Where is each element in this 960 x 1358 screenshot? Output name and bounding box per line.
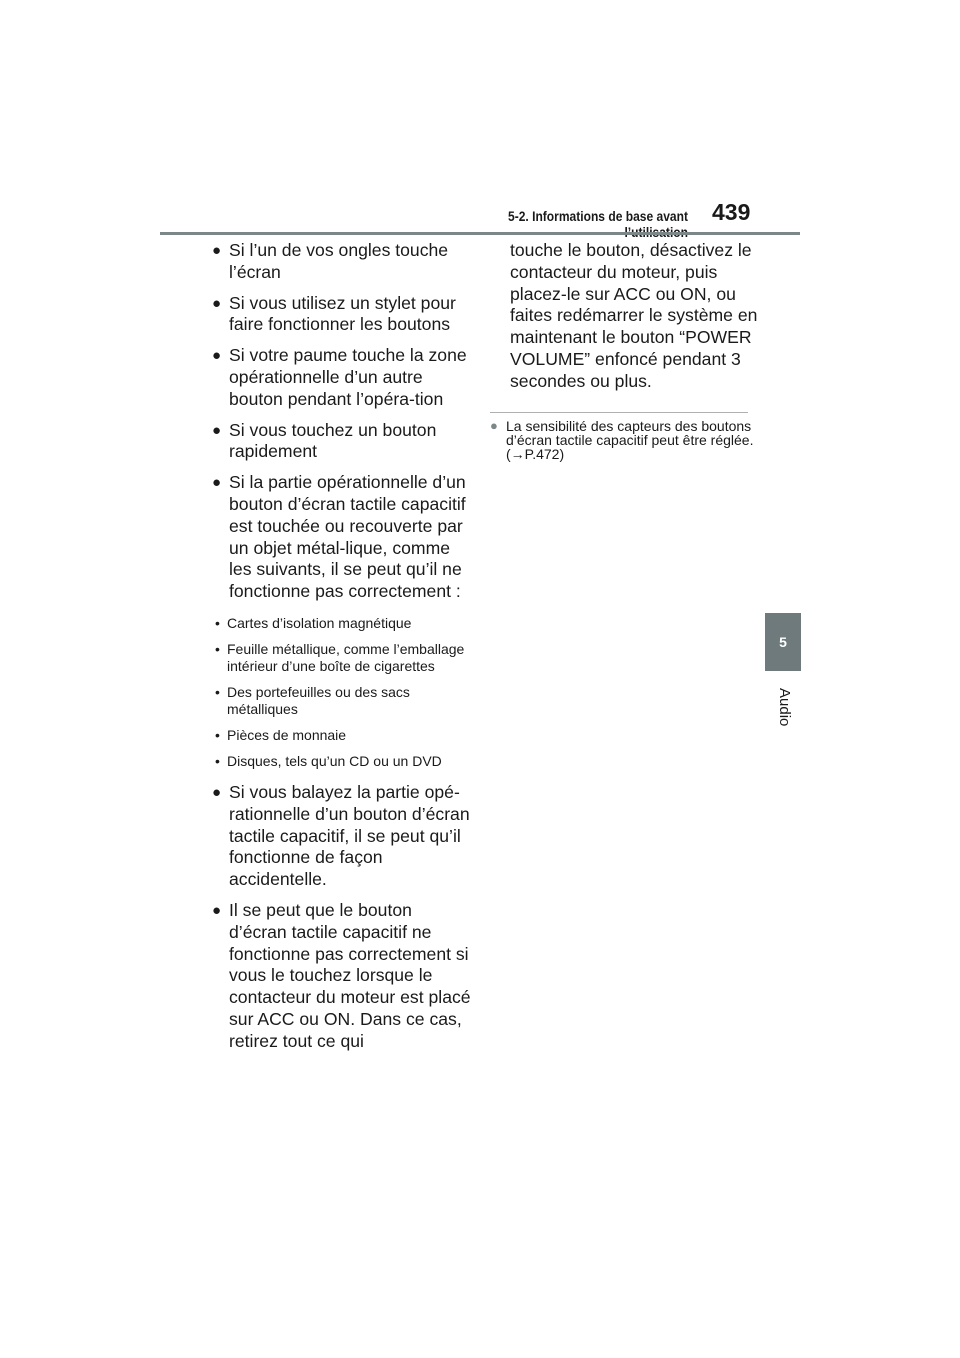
note-item (490, 419, 760, 461)
list-item-text: Si l’un de vos ongles touche l’écran (229, 240, 449, 282)
note-divider (490, 412, 748, 413)
right-column (490, 240, 760, 461)
sub-list-item-text: Pièces de monnaie (227, 726, 347, 743)
page-number: 439 (712, 199, 751, 225)
sub-bullet-icon: • (215, 752, 220, 769)
sub-bullet-icon: • (215, 640, 220, 657)
section-title: 5-2. Informations de base avant (508, 208, 688, 224)
list-item-text: Il se peut que le bouton d’écran tactile capacitif ne fonctionne pas correctement si vous le touchez lorsque le contacteur du moteur est placé sur ACC ou ON. Dans ce cas, retirez tout ce qui (229, 899, 471, 1051)
sub-bullet-icon: • (215, 726, 220, 743)
bullet-icon: ● (212, 901, 222, 919)
note-text: La sensibilité des capteurs des boutons d’écran tactile capacitif peut être réglée. (→P.472) (506, 417, 754, 462)
continued-paragraph: touche le bouton, désactivez le contacteur du moteur, puis placez-le sur ACC ou ON, ou faites redémarrer le système en maintenant le bouton “POWER VOLUME” enfoncé pendant 3 secondes ou plus. (510, 240, 758, 391)
list-item (212, 240, 472, 284)
list-item-text: Si vous touchez un bouton rapidement (229, 419, 437, 462)
list-item (212, 293, 472, 337)
list-item-text: Si vous balayez la partie opé-rationnelle d’un bouton d’écran tactile capacitif, il se peut qu’il fonctionne de façon accidentelle. (229, 781, 470, 890)
sub-list-item-text: Des portefeuilles ou des sacs métalliques (227, 683, 410, 717)
chapter-tab[interactable]: 5 (765, 613, 801, 671)
sub-list-item-text: Disques, tels qu’un CD ou un DVD (227, 752, 442, 769)
list-item-text: Si votre paume touche la zone opérationnelle d’un autre bouton pendant l’opéra-tion (229, 345, 467, 409)
bullet-icon: ● (212, 242, 222, 259)
note-bullet-icon: ● (490, 417, 498, 433)
list-item (212, 472, 472, 603)
list-item (212, 345, 472, 410)
sub-list-item (215, 641, 472, 675)
chapter-label: Audio (776, 688, 793, 727)
sub-bullet-icon: • (215, 683, 220, 700)
sub-list-item (215, 753, 472, 770)
bullet-icon: ● (212, 294, 222, 312)
list-item-text: Si vous utilisez un stylet pour faire fonctionner les boutons (229, 292, 456, 335)
sub-list-item (215, 684, 472, 718)
sub-list-item-text: Cartes d’isolation magnétique (227, 614, 412, 631)
bullet-icon: ● (212, 421, 222, 439)
list-item (212, 782, 472, 891)
list-item (212, 900, 472, 1053)
header-divider (160, 232, 800, 235)
bullet-icon: ● (212, 347, 222, 365)
bullet-icon: ● (212, 783, 222, 801)
left-column (212, 240, 472, 1062)
sub-bullet-icon: • (215, 614, 220, 631)
sub-list-item (215, 615, 472, 632)
list-item-text: Si la partie opérationnelle d’un bouton d’écran tactile capacitif est touchée ou recouverte par un objet métal-lique, comme les suivants, il se peut qu’il ne fonctionne pas correctement : (229, 472, 466, 602)
sub-list-item (215, 727, 472, 744)
bullet-icon: ● (212, 474, 222, 492)
sub-list-item-text: Feuille métallique, comme l’emballage intérieur d’une boîte de cigarettes (227, 640, 465, 674)
list-item (212, 420, 472, 464)
